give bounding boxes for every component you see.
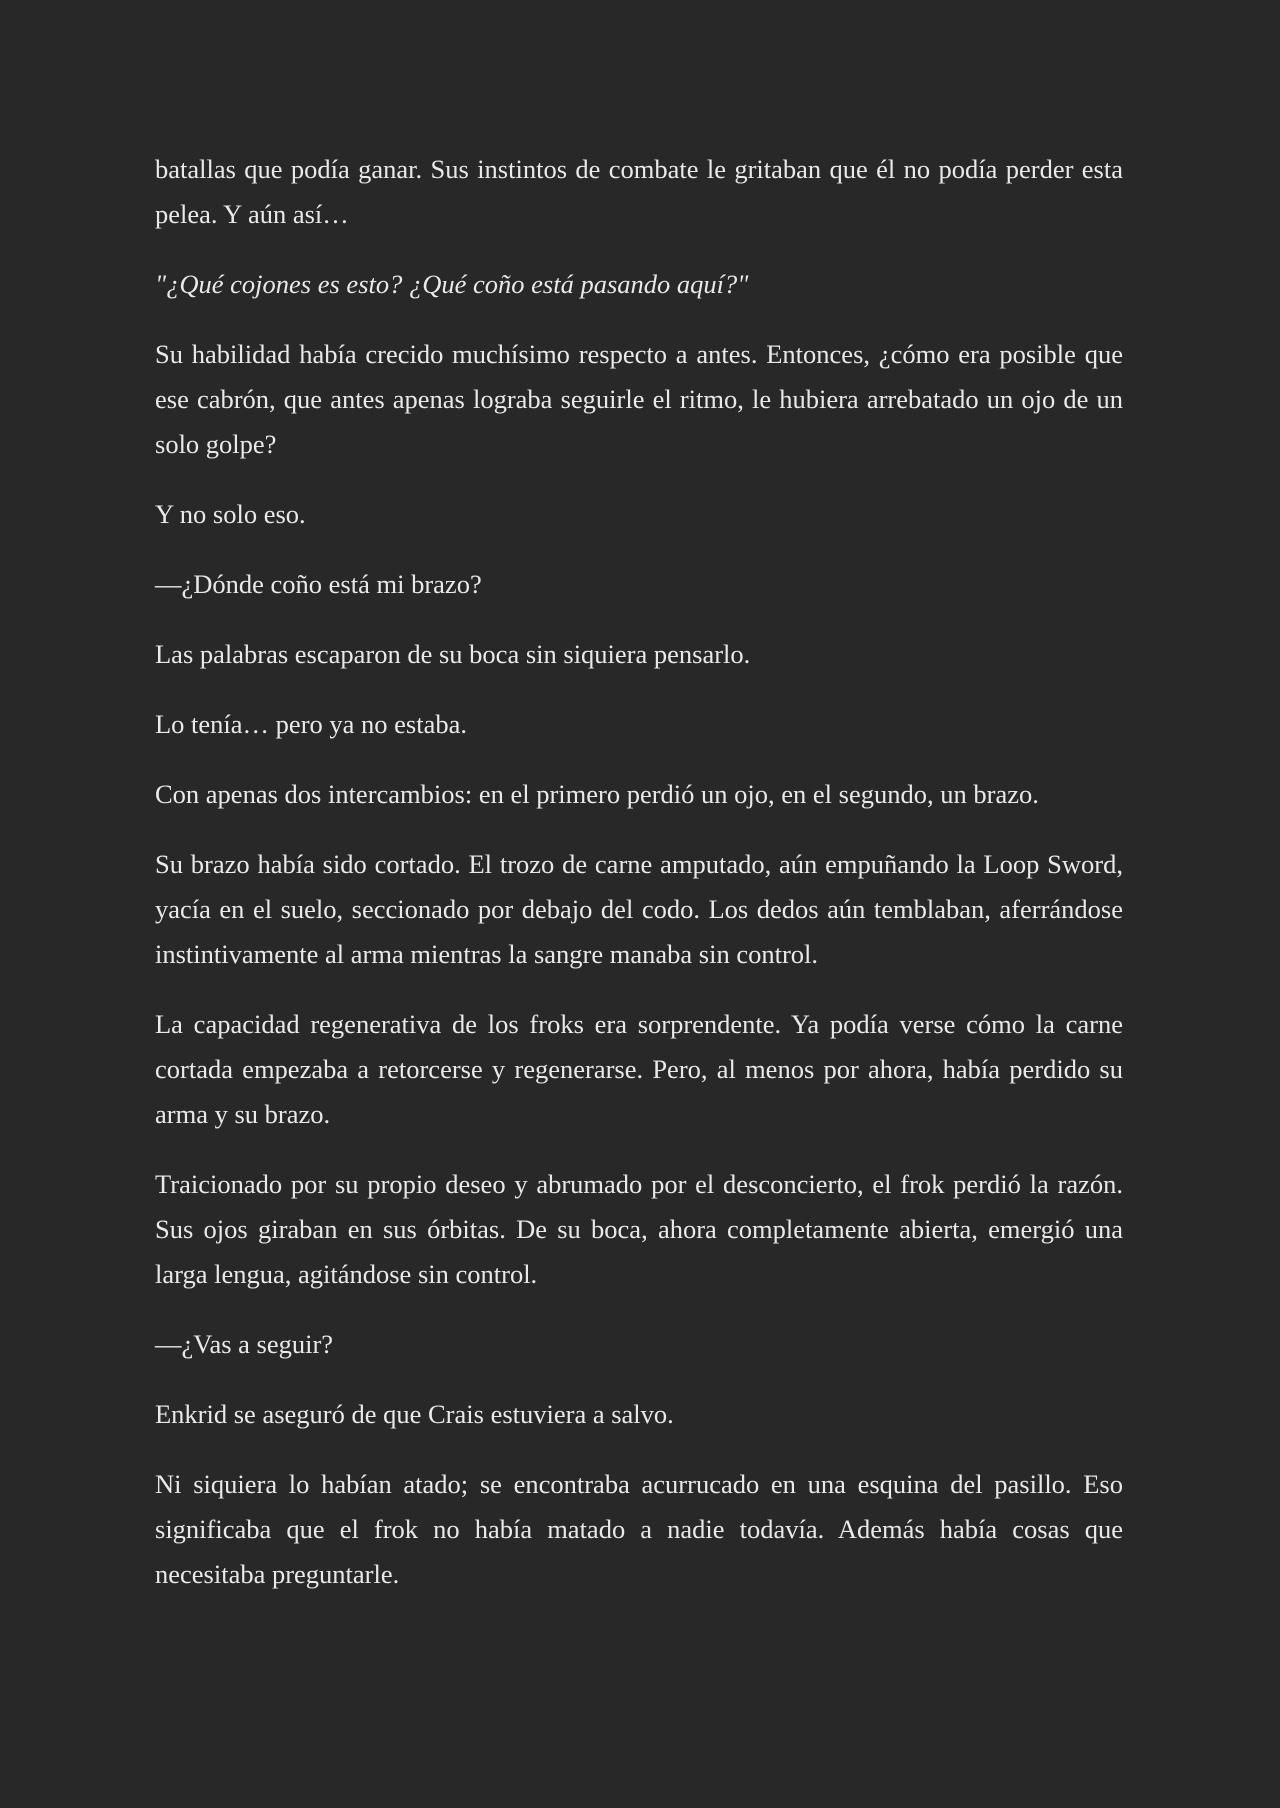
paragraph: Traicionado por su propio deseo y abrumado por el desconcierto, el frok perdió la razón. Sus ojos giraban en sus órbitas. De su boca, ahora completamente abierta, emergió una larga lengua, agitándose sin control. (155, 1169, 1123, 1289)
paragraph: Su brazo había sido cortado. El trozo de carne amputado, aún empuñando la Loop Sword, yacía en el suelo, seccionado por debajo del codo. Los dedos aún temblaban, aferrándose instintivamente al arma mientras la sangre manaba sin control. (155, 849, 1123, 969)
paragraph: Ni siquiera lo habían atado; se encontraba acurrucado en una esquina del pasillo. Eso significaba que el frok no había matado a nadie todavía. Además había cosas que necesitaba preguntarle. (155, 1469, 1123, 1589)
paragraph: Su habilidad había crecido muchísimo respecto a antes. Entonces, ¿cómo era posible que ese cabrón, que antes apenas lograba seguirle el ritmo, le hubiera arrebatado un ojo de un solo golpe? (155, 339, 1123, 459)
paragraph-dialogue: —¿Vas a seguir? (155, 1329, 334, 1359)
reader-page (155, 147, 1123, 1622)
paragraph: Enkrid se aseguró de que Crais estuviera a salvo. (155, 1399, 674, 1429)
paragraph-dialogue: —¿Dónde coño está mi brazo? (155, 569, 482, 599)
paragraph: Con apenas dos intercambios: en el primero perdió un ojo, en el segundo, un brazo. (155, 779, 1039, 809)
paragraph-thought: "¿Qué cojones es esto? ¿Qué coño está pasando aquí?" (155, 269, 749, 299)
paragraph: Lo tenía… pero ya no estaba. (155, 709, 467, 739)
paragraph: Y no solo eso. (155, 499, 306, 529)
paragraph: La capacidad regenerativa de los froks era sorprendente. Ya podía verse cómo la carne cortada empezaba a retorcerse y regenerarse. Pero, al menos por ahora, había perdido su arma y su brazo. (155, 1009, 1123, 1129)
paragraph: Las palabras escaparon de su boca sin siquiera pensarlo. (155, 639, 751, 669)
paragraph: batallas que podía ganar. Sus instintos de combate le gritaban que él no podía perder esta pelea. Y aún así… (155, 154, 1123, 229)
